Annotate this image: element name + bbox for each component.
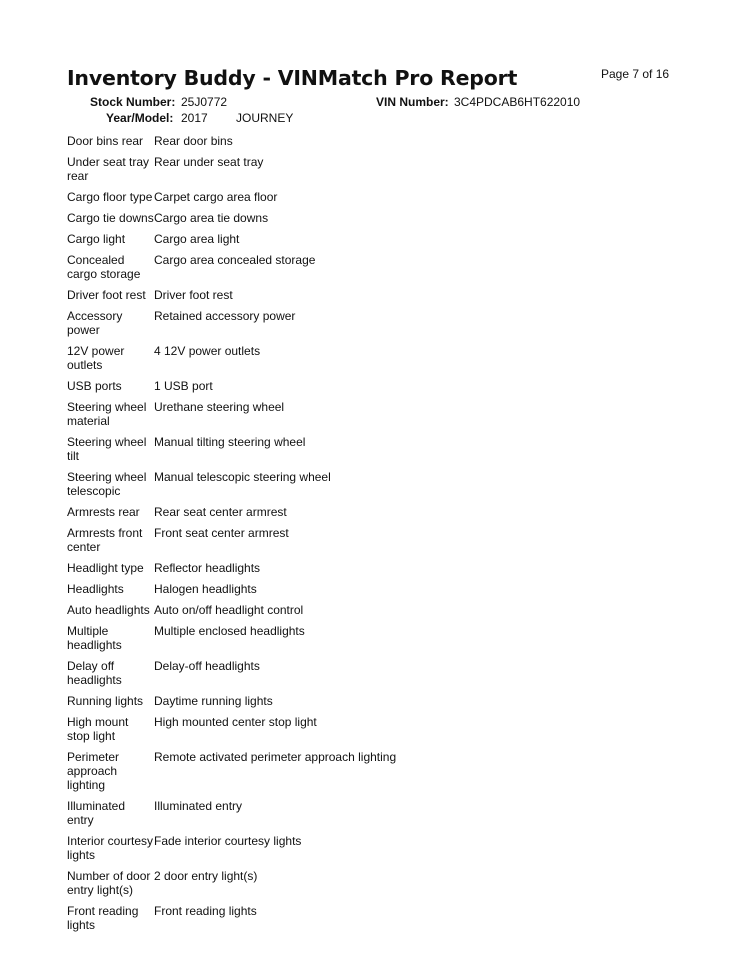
feature-value: Rear under seat tray	[154, 155, 264, 169]
year-model-label: Year/Model:	[106, 111, 174, 125]
feature-name: Multiple headlights	[67, 624, 122, 652]
feature-row	[67, 503, 487, 524]
vin-number-value: 3C4PDCAB6HT622010	[454, 95, 581, 109]
model-value: JOURNEY	[236, 111, 294, 125]
feature-name: Auto headlights	[67, 603, 150, 617]
feature-name: Driver foot rest	[67, 288, 146, 302]
feature-row	[67, 398, 487, 433]
feature-value: Rear door bins	[154, 134, 233, 148]
feature-value: Multiple enclosed headlights	[154, 624, 305, 638]
feature-row	[67, 132, 487, 153]
feature-row	[67, 601, 487, 622]
feature-value: Remote activated perimeter approach lighting	[154, 750, 397, 764]
feature-name: Interior courtesy lights	[67, 834, 154, 862]
feature-value: Daytime running lights	[154, 694, 273, 708]
feature-value: Reflector headlights	[154, 561, 261, 575]
feature-name: Headlight type	[67, 561, 144, 575]
feature-value: Halogen headlights	[154, 582, 257, 596]
feature-row	[67, 342, 487, 377]
feature-name: Steering wheel material	[67, 400, 147, 428]
feature-name: Under seat tray rear	[67, 155, 150, 183]
feature-list	[67, 132, 487, 937]
feature-value: Cargo area concealed storage	[154, 253, 316, 267]
feature-row	[67, 377, 487, 398]
feature-name: Front reading lights	[67, 904, 139, 932]
feature-row	[67, 867, 487, 902]
feature-row	[67, 622, 487, 657]
stock-number-value: 25J0772	[181, 95, 228, 109]
feature-name: Number of door entry light(s)	[67, 869, 151, 897]
feature-row	[67, 748, 487, 797]
feature-value: Fade interior courtesy lights	[154, 834, 302, 848]
feature-name: Headlights	[67, 582, 124, 596]
feature-row	[67, 153, 487, 188]
feature-value: Retained accessory power	[154, 309, 296, 323]
feature-name: Running lights	[67, 694, 144, 708]
feature-row	[67, 559, 487, 580]
feature-value: Urethane steering wheel	[154, 400, 285, 414]
feature-name: Steering wheel tilt	[67, 435, 147, 463]
feature-value: High mounted center stop light	[154, 715, 317, 729]
feature-row	[67, 307, 487, 342]
feature-name: Armrests rear	[67, 505, 140, 519]
feature-row	[67, 657, 487, 692]
feature-name: High mount stop light	[67, 715, 129, 743]
feature-value: Front seat center armrest	[154, 526, 289, 540]
feature-value: Manual telescopic steering wheel	[154, 470, 331, 484]
feature-name: USB ports	[67, 379, 122, 393]
feature-name: Cargo light	[67, 232, 126, 246]
year-value: 2017	[181, 111, 208, 125]
feature-name: Perimeter approach lighting	[67, 750, 120, 792]
feature-name: Steering wheel telescopic	[67, 470, 147, 498]
feature-name: Accessory power	[67, 309, 123, 337]
feature-value: Cargo area tie downs	[154, 211, 269, 225]
feature-name: Delay off headlights	[67, 659, 122, 687]
feature-value: Illuminated entry	[154, 799, 243, 813]
feature-row	[67, 524, 487, 559]
vin-number-label: VIN Number:	[376, 95, 449, 109]
feature-row	[67, 230, 487, 251]
stock-number-label: Stock Number:	[90, 95, 176, 109]
feature-value: Manual tilting steering wheel	[154, 435, 306, 449]
feature-row	[67, 713, 487, 748]
feature-name: Cargo floor type	[67, 190, 153, 204]
feature-value: Rear seat center armrest	[154, 505, 287, 519]
report-title: Inventory Buddy - VINMatch Pro Report	[67, 66, 518, 90]
feature-value: 4 12V power outlets	[154, 344, 261, 358]
feature-value: Delay-off headlights	[154, 659, 260, 673]
feature-row	[67, 251, 487, 286]
page-number: Page 7 of 16	[601, 67, 670, 81]
feature-name: Concealed cargo storage	[67, 253, 141, 281]
feature-row	[67, 286, 487, 307]
feature-row	[67, 433, 487, 468]
feature-row	[67, 188, 487, 209]
feature-value: Cargo area light	[154, 232, 240, 246]
feature-name: Door bins rear	[67, 134, 144, 148]
feature-name: Cargo tie downs	[67, 211, 154, 225]
feature-row	[67, 580, 487, 601]
feature-row	[67, 832, 487, 867]
feature-value: Front reading lights	[154, 904, 257, 918]
feature-name: 12V power outlets	[67, 344, 125, 372]
feature-value: 2 door entry light(s)	[154, 869, 258, 883]
feature-value: Driver foot rest	[154, 288, 233, 302]
feature-name: Armrests front center	[67, 526, 143, 554]
feature-value: Auto on/off headlight control	[154, 603, 304, 617]
feature-row	[67, 209, 487, 230]
feature-value: 1 USB port	[154, 379, 213, 393]
feature-value: Carpet cargo area floor	[154, 190, 278, 204]
feature-row	[67, 692, 487, 713]
feature-row	[67, 797, 487, 832]
feature-row	[67, 902, 487, 937]
feature-name: Illuminated entry	[67, 799, 126, 827]
feature-row	[67, 468, 487, 503]
